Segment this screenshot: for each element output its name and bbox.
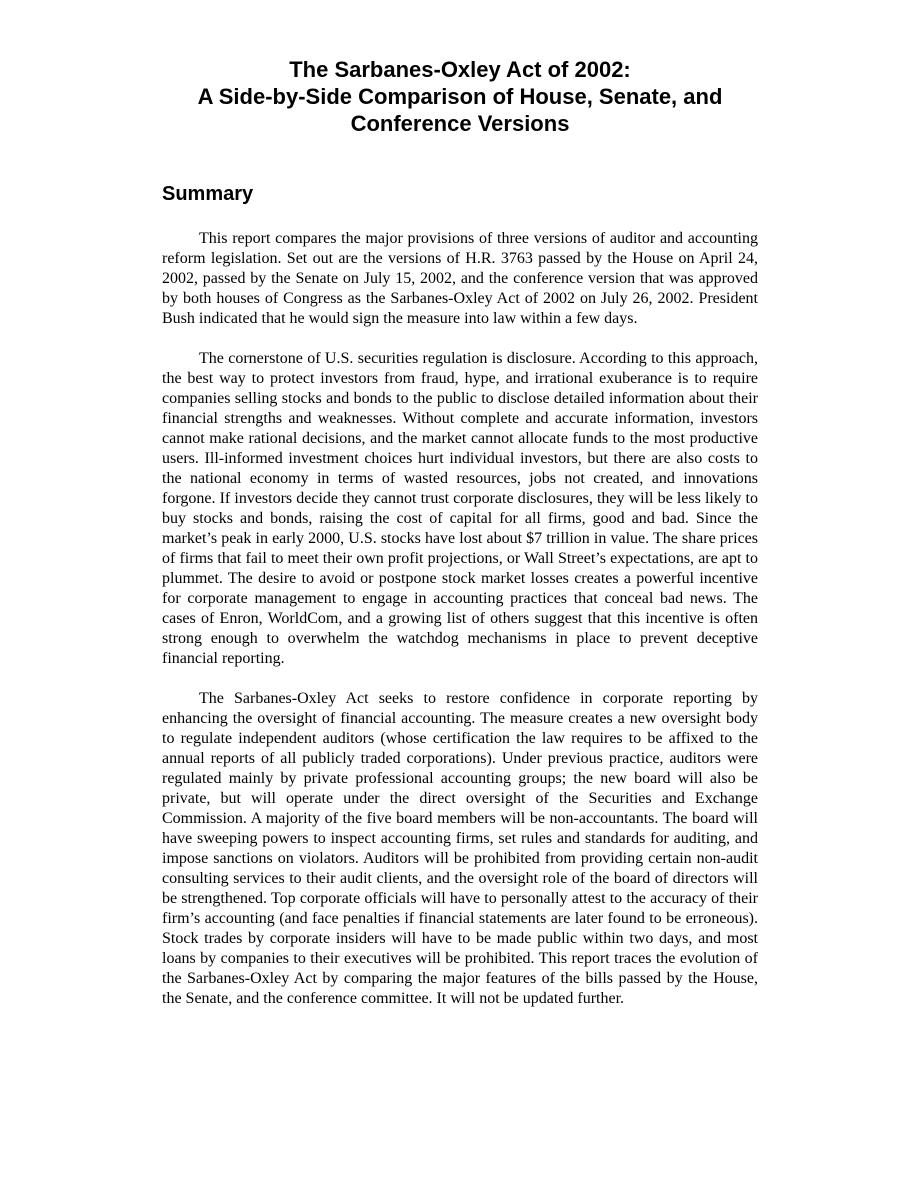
- summary-paragraph-1: This report compares the major provisions of three versions of auditor and accounting reform legislation. Set out are the versions of H.R. 3763 passed by the House on April 24, 2002, passed by the Senate on July 15, 2002, and the conference version that was approved by both houses of Congress as the Sarbanes-Oxley Act of 2002 on July 26, 2002. President Bush indicated that he would sign the measure into law within a few days.: [162, 230, 758, 327]
- section-heading-summary: Summary: [162, 183, 254, 205]
- document-page: [162, 56, 758, 1009]
- document-title: [162, 56, 758, 137]
- title-line: The Sarbanes-Oxley Act of 2002:: [289, 57, 631, 82]
- summary-paragraph-2: The cornerstone of U.S. securities regulation is disclosure. According to this approach, the best way to protect investors from fraud, hype, and irrational exuberance is to require companies selling stocks and bonds to the public to disclose detailed information about their financial strengths and weaknesses. Without complete and accurate information, investors cannot make rational decisions, and the market cannot allocate funds to the most productive users. Ill-informed investment choices hurt individual investors, but there are also costs to the national economy in terms of wasted resources, jobs not created, and innovations forgone. If investors decide they cannot trust corporate disclosures, they will be less likely to buy stocks and bonds, raising the cost of capital for all firms, good and bad. Since the market’s peak in early 2000, U.S. stocks have lost about $7 trillion in value. The share prices of firms that fail to meet their own profit projections, or Wall Street’s expectations, are apt to plummet. The desire to avoid or postpone stock market losses creates a powerful incentive for corporate management to engage in accounting practices that conceal bad news. The cases of Enron, WorldCom, and a growing list of others suggest that this incentive is often strong enough to overwhelm the watchdog mechanisms in place to prevent deceptive financial reporting.: [162, 350, 758, 667]
- title-line: A Side-by-Side Comparison of House, Senate, and: [197, 84, 723, 109]
- title-line: Conference Versions: [350, 111, 570, 136]
- summary-paragraph-3: The Sarbanes-Oxley Act seeks to restore confidence in corporate reporting by enhancing the oversight of financial accounting. The measure creates a new oversight body to regulate independent auditors (whose certification the law requires to be affixed to the annual reports of all publicly traded corporations). Under previous practice, auditors were regulated mainly by private professional accounting groups; the new board will also be private, but will operate under the direct oversight of the Securities and Exchange Commission. A majority of the five board members will be non-accountants. The board will have sweeping powers to inspect accounting firms, set rules and standards for auditing, and impose sanctions on violators. Auditors will be prohibited from providing certain non-audit consulting services to their audit clients, and the oversight role of the board of directors will be strengthened. Top corporate officials will have to personally attest to the accuracy of their firm’s accounting (and face penalties if financial statements are later found to be erroneous). Stock trades by corporate insiders will have to be made public within two days, and most loans by companies to their executives will be prohibited. This report traces the evolution of the Sarbanes-Oxley Act by comparing the major features of the bills passed by the House, the Senate, and the conference committee. It will not be updated further.: [162, 690, 758, 1007]
